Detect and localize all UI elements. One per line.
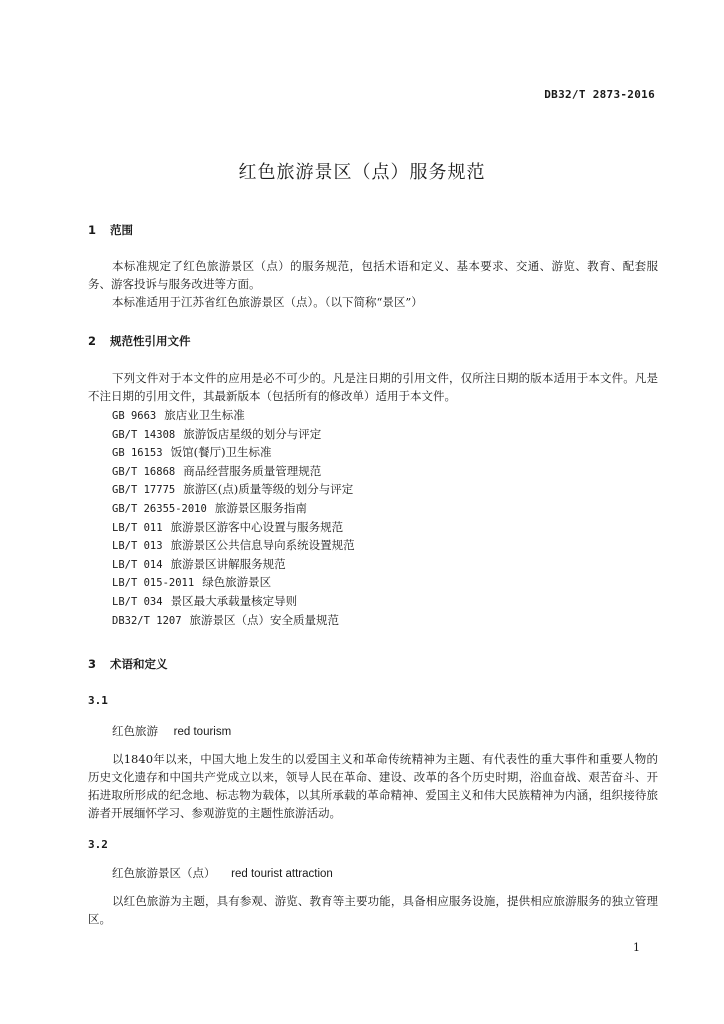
- scope-paragraph-1: 本标准规定了红色旅游景区（点）的服务规范，包括术语和定义、基本要求、交通、游览、教育、配套服务、游客投诉与服务改进等方面。: [88, 259, 658, 291]
- section-number: 2: [88, 334, 97, 348]
- reference-code: LB/T 034: [112, 595, 163, 608]
- reference-code: LB/T 013: [112, 540, 163, 553]
- reference-title: 旅游景区公共信息导向系统设置规范: [170, 538, 355, 553]
- scope-paragraph-2: 本标准适用于江苏省红色旅游景区（点）。（以下简称“景区”）: [112, 295, 423, 309]
- reference-code: GB/T 14308: [112, 428, 176, 441]
- reference-item: [112, 425, 355, 444]
- reference-code: GB 9663: [112, 410, 157, 422]
- reference-code: LB/T 015-2011: [112, 577, 195, 590]
- section-2-heading: [88, 333, 191, 349]
- section-title: 术语和定义: [110, 657, 168, 671]
- reference-item: [112, 592, 355, 611]
- page-number: 1: [633, 941, 640, 954]
- reference-item: [112, 499, 355, 518]
- reference-code: DB32/T 1207: [112, 614, 182, 627]
- reference-item: [112, 443, 355, 462]
- reference-item: [112, 555, 355, 574]
- reference-code: GB/T 16868: [112, 465, 176, 478]
- section-3-heading: [88, 656, 168, 672]
- section-title: 规范性引用文件: [110, 334, 191, 348]
- reference-title: 旅游景区（点）安全质量规范: [189, 612, 340, 627]
- reference-code: GB 16153: [112, 447, 163, 460]
- reference-item: [112, 611, 355, 630]
- term-chinese: 红色旅游: [112, 724, 158, 738]
- reference-title: 绿色旅游景区: [202, 575, 272, 590]
- reference-code: LB/T 011: [112, 521, 163, 534]
- standard-code: DB32/T 2873-2016: [544, 88, 655, 101]
- reference-item: [112, 536, 355, 555]
- reference-title: 饭馆(餐厅)卫生标准: [170, 445, 272, 460]
- term-chinese: 红色旅游景区（点）: [112, 866, 216, 880]
- section-number: 1: [88, 223, 97, 237]
- term-definition: 以1840年以来，中国大地上发生的以爱国主义和革命传统精神为主题、有代表性的重大事件和重要人物的历史文化遗存和中国共产党成立以来，领导人民在革命、建设、改革的各个历史时期，浴血奋战、艰苦奋斗、开拓进取所形成的纪念地、标志物为载体，以其所承载的革命精神、爱国主义和伟大民族精神为内涵，组织接待旅游者开展缅怀学习、参观游览的主题性旅游活动。: [88, 752, 658, 820]
- reference-title: 旅游景区讲解服务规范: [170, 556, 286, 571]
- reference-item: [112, 406, 355, 425]
- references-intro: 下列文件对于本文件的应用是必不可少的。凡是注日期的引用文件，仅所注日期的版本适用于本文件。凡是不注日期的引用文件，其最新版本（包括所有的修改单）适用于本文件。: [88, 371, 658, 403]
- term-heading: [112, 723, 231, 739]
- reference-title: 景区最大承载量核定导则: [170, 593, 298, 608]
- reference-item: [112, 480, 355, 499]
- term-heading: [112, 865, 333, 881]
- reference-title: 旅游景区服务指南: [214, 500, 307, 515]
- reference-code: GB/T 26355-2010: [112, 502, 207, 515]
- section-1-heading: [88, 222, 133, 238]
- term-definition: 以红色旅游为主题，具有参观、游览、教育等主要功能，具备相应服务设施，提供相应旅游服务的独立管理区。: [88, 894, 658, 926]
- section-title: 范围: [110, 223, 134, 237]
- document-title: 红色旅游景区（点）服务规范: [238, 162, 486, 183]
- reference-title: 旅游景区游客中心设置与服务规范: [170, 519, 344, 534]
- reference-title: 旅游饭店星级的划分与评定: [183, 426, 322, 441]
- term-number: 3.2: [88, 838, 108, 851]
- reference-code: LB/T 014: [112, 558, 163, 571]
- term-number: 3.1: [88, 694, 108, 707]
- term-english: red tourism: [173, 726, 232, 738]
- reference-item: [112, 462, 355, 481]
- section-number: 3: [88, 657, 97, 671]
- reference-title: 旅游区(点)质量等级的划分与评定: [183, 482, 354, 497]
- reference-title: 商品经营服务质量管理规范: [183, 463, 322, 478]
- term-english: red tourist attraction: [231, 868, 333, 880]
- reference-item: [112, 573, 355, 592]
- reference-title: 旅店业卫生标准: [164, 408, 245, 422]
- reference-list: [112, 406, 355, 629]
- reference-code: GB/T 17775: [112, 484, 176, 497]
- reference-item: [112, 518, 355, 537]
